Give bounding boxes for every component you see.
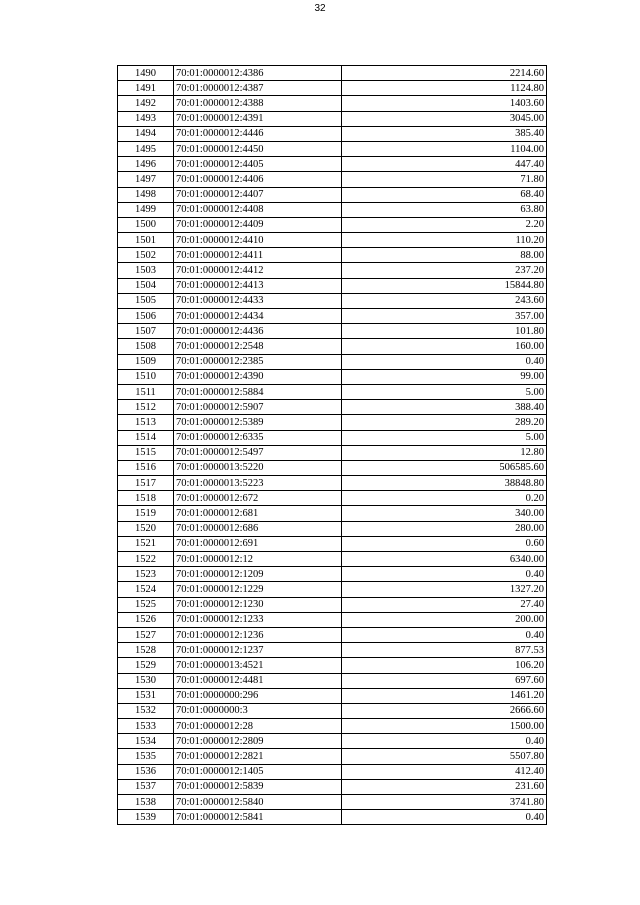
value-cell: 68.40 — [342, 187, 547, 202]
value-cell: 1403.60 — [342, 96, 547, 111]
table-row — [118, 734, 547, 749]
table-row — [118, 491, 547, 506]
cadastral-number-cell: 70:01:0000012:4481 — [174, 673, 342, 688]
value-cell: 160.00 — [342, 339, 547, 354]
value-cell: 289.20 — [342, 415, 547, 430]
row-number-cell: 1503 — [118, 263, 174, 278]
cadastral-number-cell: 70:01:0000012:1405 — [174, 764, 342, 779]
value-cell: 0.40 — [342, 354, 547, 369]
cadastral-number-cell: 70:01:0000012:28 — [174, 719, 342, 734]
value-cell: 0.40 — [342, 567, 547, 582]
value-cell: 0.40 — [342, 810, 547, 825]
cadastral-number-cell: 70:01:0000012:4413 — [174, 278, 342, 293]
table-row — [118, 415, 547, 430]
row-number-cell: 1531 — [118, 688, 174, 703]
cadastral-number-cell: 70:01:0000000:296 — [174, 688, 342, 703]
row-number-cell: 1525 — [118, 597, 174, 612]
row-number-cell: 1508 — [118, 339, 174, 354]
cadastral-number-cell: 70:01:0000000:3 — [174, 703, 342, 718]
cadastral-number-cell: 70:01:0000012:4406 — [174, 172, 342, 187]
cadastral-number-cell: 70:01:0000012:2385 — [174, 354, 342, 369]
cadastral-number-cell: 70:01:0000012:686 — [174, 521, 342, 536]
value-cell: 6340.00 — [342, 552, 547, 567]
cadastral-number-cell: 70:01:0000012:5840 — [174, 795, 342, 810]
row-number-cell: 1509 — [118, 354, 174, 369]
cadastral-number-cell: 70:01:0000012:4434 — [174, 309, 342, 324]
row-number-cell: 1533 — [118, 719, 174, 734]
row-number-cell: 1516 — [118, 460, 174, 475]
value-cell: 877.53 — [342, 643, 547, 658]
value-cell: 5.00 — [342, 384, 547, 399]
value-cell: 38848.80 — [342, 476, 547, 491]
value-cell: 1461.20 — [342, 688, 547, 703]
row-number-cell: 1512 — [118, 400, 174, 415]
value-cell: 200.00 — [342, 612, 547, 627]
page-number: 32 — [314, 3, 326, 14]
value-cell: 506585.60 — [342, 460, 547, 475]
value-cell: 243.60 — [342, 293, 547, 308]
table-row — [118, 293, 547, 308]
row-number-cell: 1491 — [118, 81, 174, 96]
row-number-cell: 1502 — [118, 248, 174, 263]
table-row — [118, 627, 547, 642]
row-number-cell: 1498 — [118, 187, 174, 202]
value-cell: 0.60 — [342, 536, 547, 551]
cadastral-number-cell: 70:01:0000012:4388 — [174, 96, 342, 111]
value-cell: 2666.60 — [342, 703, 547, 718]
value-cell: 27.40 — [342, 597, 547, 612]
cadastral-number-cell: 70:01:0000012:5839 — [174, 779, 342, 794]
cadastral-number-cell: 70:01:0000012:4408 — [174, 202, 342, 217]
value-cell: 15844.80 — [342, 278, 547, 293]
row-number-cell: 1523 — [118, 567, 174, 582]
table-row — [118, 172, 547, 187]
table-row — [118, 157, 547, 172]
row-number-cell: 1492 — [118, 96, 174, 111]
cadastral-number-cell: 70:01:0000012:4412 — [174, 263, 342, 278]
row-number-cell: 1522 — [118, 552, 174, 567]
table-row — [118, 597, 547, 612]
table-row — [118, 309, 547, 324]
value-cell: 99.00 — [342, 369, 547, 384]
table-row — [118, 233, 547, 248]
row-number-cell: 1528 — [118, 643, 174, 658]
cadastral-number-cell: 70:01:0000012:4433 — [174, 293, 342, 308]
cadastral-number-cell: 70:01:0000013:4521 — [174, 658, 342, 673]
table-row — [118, 658, 547, 673]
row-number-cell: 1494 — [118, 126, 174, 141]
row-number-cell: 1517 — [118, 476, 174, 491]
cadastral-number-cell: 70:01:0000012:4436 — [174, 324, 342, 339]
table-row — [118, 369, 547, 384]
table-row — [118, 552, 547, 567]
row-number-cell: 1530 — [118, 673, 174, 688]
table-row — [118, 764, 547, 779]
table-row — [118, 567, 547, 582]
table-row — [118, 460, 547, 475]
value-cell: 412.40 — [342, 764, 547, 779]
row-number-cell: 1493 — [118, 111, 174, 126]
table-body — [118, 66, 547, 825]
cadastral-number-cell: 70:01:0000012:4410 — [174, 233, 342, 248]
row-number-cell: 1505 — [118, 293, 174, 308]
row-number-cell: 1506 — [118, 309, 174, 324]
row-number-cell: 1539 — [118, 810, 174, 825]
value-cell: 357.00 — [342, 309, 547, 324]
cadastral-number-cell: 70:01:0000012:5497 — [174, 445, 342, 460]
row-number-cell: 1501 — [118, 233, 174, 248]
cadastral-number-cell: 70:01:0000012:4407 — [174, 187, 342, 202]
row-number-cell: 1519 — [118, 506, 174, 521]
table-row — [118, 66, 547, 81]
value-cell: 101.80 — [342, 324, 547, 339]
row-number-cell: 1500 — [118, 217, 174, 232]
row-number-cell: 1495 — [118, 141, 174, 156]
table-row — [118, 202, 547, 217]
table-row — [118, 126, 547, 141]
value-cell: 388.40 — [342, 400, 547, 415]
value-cell: 71.80 — [342, 172, 547, 187]
value-cell: 385.40 — [342, 126, 547, 141]
table-row — [118, 445, 547, 460]
table-row — [118, 339, 547, 354]
table-row — [118, 248, 547, 263]
cadastral-number-cell: 70:01:0000012:4387 — [174, 81, 342, 96]
row-number-cell: 1490 — [118, 66, 174, 81]
table-row — [118, 779, 547, 794]
value-cell: 2214.60 — [342, 66, 547, 81]
row-number-cell: 1514 — [118, 430, 174, 445]
table-row — [118, 703, 547, 718]
value-cell: 0.40 — [342, 734, 547, 749]
value-cell: 340.00 — [342, 506, 547, 521]
cadastral-number-cell: 70:01:0000012:1233 — [174, 612, 342, 627]
table-row — [118, 430, 547, 445]
cadastral-number-cell: 70:01:0000012:2809 — [174, 734, 342, 749]
row-number-cell: 1504 — [118, 278, 174, 293]
cadastral-number-cell: 70:01:0000012:681 — [174, 506, 342, 521]
value-cell: 5507.80 — [342, 749, 547, 764]
cadastral-table — [117, 65, 547, 825]
cadastral-number-cell: 70:01:0000012:1229 — [174, 582, 342, 597]
table-row — [118, 643, 547, 658]
row-number-cell: 1496 — [118, 157, 174, 172]
value-cell: 110.20 — [342, 233, 547, 248]
cadastral-number-cell: 70:01:0000012:4386 — [174, 66, 342, 81]
row-number-cell: 1538 — [118, 795, 174, 810]
value-cell: 237.20 — [342, 263, 547, 278]
row-number-cell: 1527 — [118, 627, 174, 642]
table-row — [118, 612, 547, 627]
cadastral-number-cell: 70:01:0000012:1230 — [174, 597, 342, 612]
row-number-cell: 1521 — [118, 536, 174, 551]
table-row — [118, 81, 547, 96]
table-row — [118, 263, 547, 278]
cadastral-number-cell: 70:01:0000013:5223 — [174, 476, 342, 491]
value-cell: 5.00 — [342, 430, 547, 445]
table-row — [118, 400, 547, 415]
cadastral-number-cell: 70:01:0000012:5841 — [174, 810, 342, 825]
cadastral-number-cell: 70:01:0000012:1236 — [174, 627, 342, 642]
row-number-cell: 1510 — [118, 369, 174, 384]
row-number-cell: 1518 — [118, 491, 174, 506]
cadastral-number-cell: 70:01:0000012:4390 — [174, 369, 342, 384]
row-number-cell: 1520 — [118, 521, 174, 536]
row-number-cell: 1499 — [118, 202, 174, 217]
row-number-cell: 1534 — [118, 734, 174, 749]
row-number-cell: 1535 — [118, 749, 174, 764]
cadastral-number-cell: 70:01:0000012:5907 — [174, 400, 342, 415]
cadastral-number-cell: 70:01:0000012:691 — [174, 536, 342, 551]
cadastral-number-cell: 70:01:0000012:4446 — [174, 126, 342, 141]
table-row — [118, 673, 547, 688]
row-number-cell: 1515 — [118, 445, 174, 460]
value-cell: 88.00 — [342, 248, 547, 263]
table-row — [118, 476, 547, 491]
row-number-cell: 1511 — [118, 384, 174, 399]
row-number-cell: 1513 — [118, 415, 174, 430]
table-row — [118, 810, 547, 825]
value-cell: 1327.20 — [342, 582, 547, 597]
cadastral-number-cell: 70:01:0000012:4409 — [174, 217, 342, 232]
value-cell: 231.60 — [342, 779, 547, 794]
row-number-cell: 1526 — [118, 612, 174, 627]
table-row — [118, 354, 547, 369]
value-cell: 12.80 — [342, 445, 547, 460]
value-cell: 0.20 — [342, 491, 547, 506]
row-number-cell: 1532 — [118, 703, 174, 718]
row-number-cell: 1507 — [118, 324, 174, 339]
table-row — [118, 521, 547, 536]
table-row — [118, 96, 547, 111]
value-cell: 106.20 — [342, 658, 547, 673]
row-number-cell: 1537 — [118, 779, 174, 794]
cadastral-number-cell: 70:01:0000012:2548 — [174, 339, 342, 354]
table-row — [118, 749, 547, 764]
cadastral-number-cell: 70:01:0000012:4411 — [174, 248, 342, 263]
value-cell: 3045.00 — [342, 111, 547, 126]
row-number-cell: 1536 — [118, 764, 174, 779]
value-cell: 447.40 — [342, 157, 547, 172]
table-row — [118, 111, 547, 126]
cadastral-number-cell: 70:01:0000012:1237 — [174, 643, 342, 658]
table-row — [118, 384, 547, 399]
table-row — [118, 795, 547, 810]
table-row — [118, 324, 547, 339]
value-cell: 1104.00 — [342, 141, 547, 156]
cadastral-number-cell: 70:01:0000012:12 — [174, 552, 342, 567]
table-row — [118, 688, 547, 703]
value-cell: 697.60 — [342, 673, 547, 688]
cadastral-number-cell: 70:01:0000012:4391 — [174, 111, 342, 126]
value-cell: 280.00 — [342, 521, 547, 536]
cadastral-number-cell: 70:01:0000012:2821 — [174, 749, 342, 764]
cadastral-number-cell: 70:01:0000012:1209 — [174, 567, 342, 582]
cadastral-number-cell: 70:01:0000012:5389 — [174, 415, 342, 430]
cadastral-number-cell: 70:01:0000012:6335 — [174, 430, 342, 445]
value-cell: 0.40 — [342, 627, 547, 642]
cadastral-number-cell: 70:01:0000013:5220 — [174, 460, 342, 475]
row-number-cell: 1529 — [118, 658, 174, 673]
cadastral-number-cell: 70:01:0000012:4405 — [174, 157, 342, 172]
table-row — [118, 217, 547, 232]
table-row — [118, 187, 547, 202]
value-cell: 1500.00 — [342, 719, 547, 734]
cadastral-number-cell: 70:01:0000012:4450 — [174, 141, 342, 156]
table-row — [118, 536, 547, 551]
value-cell: 63.80 — [342, 202, 547, 217]
cadastral-number-cell: 70:01:0000012:672 — [174, 491, 342, 506]
value-cell: 2.20 — [342, 217, 547, 232]
row-number-cell: 1524 — [118, 582, 174, 597]
table-row — [118, 141, 547, 156]
table-row — [118, 506, 547, 521]
value-cell: 1124.80 — [342, 81, 547, 96]
table-row — [118, 278, 547, 293]
row-number-cell: 1497 — [118, 172, 174, 187]
table-row — [118, 582, 547, 597]
value-cell: 3741.80 — [342, 795, 547, 810]
table-row — [118, 719, 547, 734]
cadastral-number-cell: 70:01:0000012:5884 — [174, 384, 342, 399]
